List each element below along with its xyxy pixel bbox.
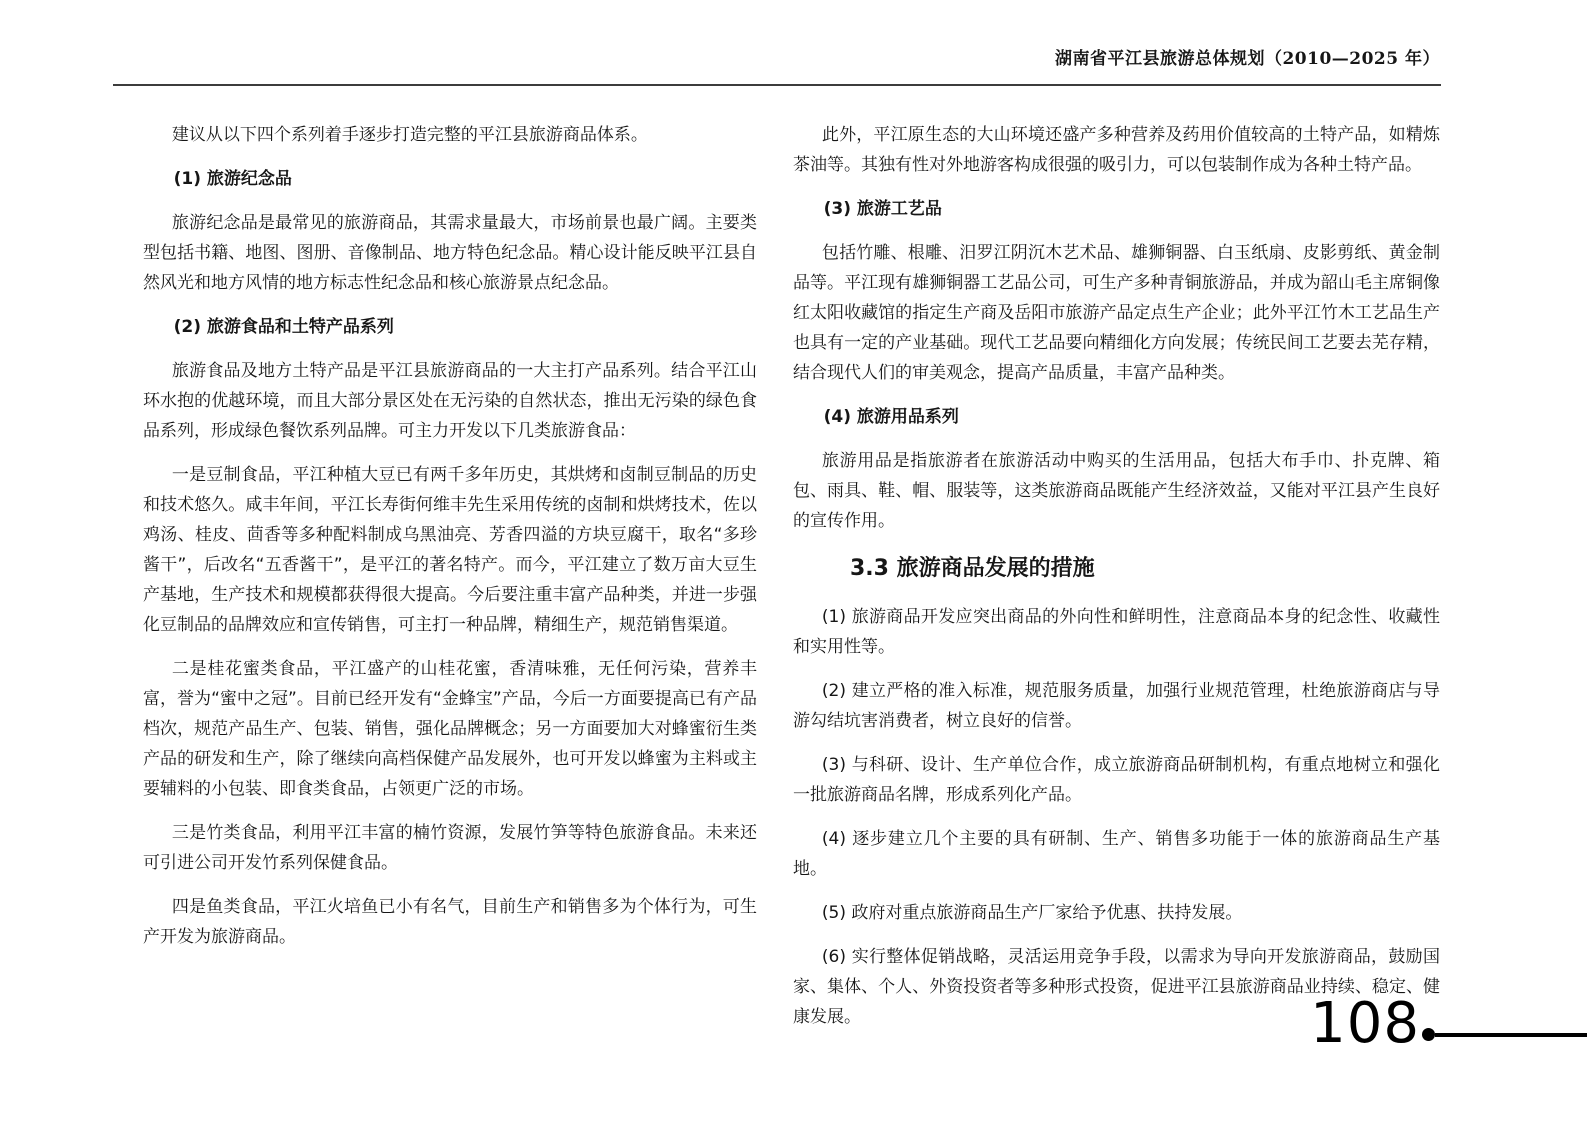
right-column bbox=[793, 120, 1440, 1032]
header-title: 湖南省平江县旅游总体规划（2010—2025 年） bbox=[1054, 49, 1440, 69]
measure-item-3: (3) 与科研、设计、生产单位合作，成立旅游商品研制机构，有重点地树立和强化一批旅游商品名牌，形成系列化产品。 bbox=[793, 755, 1440, 805]
measure-item-6: (6) 实行整体促销战略，灵活运用竞争手段，以需求为导向开发旅游商品，鼓励国家、集体、个人、外资投资者等多种形式投资，促进平江县旅游商品业持续、稳定、健康发展。 bbox=[793, 947, 1440, 1027]
heading-food-specialty: (2) 旅游食品和土特产品系列 bbox=[173, 317, 394, 337]
page-number: 108 bbox=[1310, 991, 1420, 1056]
left-column bbox=[143, 120, 757, 1032]
paragraph-souvenirs: 旅游纪念品是最常见的旅游商品，其需求量最大，市场前景也最广阔。主要类型包括书籍、地图、图册、音像制品、地方特色纪念品。精心设计能反映平江县自然风光和地方风情的地方标志性纪念品和核心旅游景点纪念品。 bbox=[143, 213, 757, 293]
intro-paragraph: 建议从以下四个系列着手逐步打造完整的平江县旅游商品体系。 bbox=[171, 125, 648, 145]
measure-item-2: (2) 建立严格的准入标准，规范服务质量，加强行业规范管理，杜绝旅游商店与导游勾结坑害消费者，树立良好的信誉。 bbox=[793, 681, 1440, 731]
paragraph-osmanthus-honey: 二是桂花蜜类食品，平江盛产的山桂花蜜，香清味雅，无任何污染，营养丰富，誉为“蜜中之冠”。目前已经开发有“金蜂宝”产品，今后一方面要提高已有产品档次，规范产品生产、包装、销售，强化品牌概念；另一方面要加大对蜂蜜衍生类产品的研发和生产，除了继续向高档保健产品发展外，也可开发以蜂蜜为主料或主要辅料的小包装、即食类食品，占领更广泛的市场。 bbox=[143, 659, 757, 799]
page-number-rule bbox=[1435, 1033, 1587, 1037]
paragraph-crafts: 包括竹雕、根雕、汨罗江阴沉木艺术品、雄狮铜器、白玉纸扇、皮影剪纸、黄金制品等。平江现有雄狮铜器工艺品公司，可生产多种青铜旅游品，并成为韶山毛主席铜像红太阳收藏馆的指定生产商及岳阳市旅游产品定点生产企业；此外平江竹木工艺品生产也具有一定的产业基础。现代工艺品要向精细化方向发展；传统民间工艺要去芜存精，结合现代人们的审美观念，提高产品质量，丰富产品种类。 bbox=[793, 243, 1440, 383]
paragraph-fish-food: 四是鱼类食品，平江火培鱼已小有名气，目前生产和销售多为个体行为，可生产开发为旅游商品。 bbox=[143, 897, 757, 947]
paragraph-travel-goods: 旅游用品是指旅游者在旅游活动中购买的生活用品，包括大布手巾、扑克牌、箱包、雨具、鞋、帽、服装等，这类旅游商品既能产生经济效益，又能对平江县产生良好的宣传作用。 bbox=[793, 451, 1440, 531]
heading-souvenirs: (1) 旅游纪念品 bbox=[173, 169, 292, 189]
heading-travel-goods: (4) 旅游用品系列 bbox=[823, 407, 959, 427]
heading-crafts: (3) 旅游工艺品 bbox=[823, 199, 942, 219]
paragraph-specialty-extra: 此外，平江原生态的大山环境还盛产多种营养及药用价值较高的土特产品，如精炼茶油等。其独有性对外地游客构成很强的吸引力，可以包装制作成为各种土特产品。 bbox=[793, 125, 1440, 175]
paragraph-bamboo-food: 三是竹类食品，利用平江丰富的楠竹资源，发展竹笋等特色旅游食品。未来还可引进公司开发竹系列保健食品。 bbox=[143, 823, 757, 873]
measure-item-4: (4) 逐步建立几个主要的具有研制、生产、销售多功能于一体的旅游商品生产基地。 bbox=[793, 829, 1440, 879]
page-number-dot-icon bbox=[1422, 1028, 1435, 1041]
measure-item-1: (1) 旅游商品开发应突出商品的外向性和鲜明性，注意商品本身的纪念性、收藏性和实用性等。 bbox=[793, 607, 1440, 657]
measure-item-5: (5) 政府对重点旅游商品生产厂家给予优惠、扶持发展。 bbox=[821, 903, 1243, 923]
paragraph-soy-products: 一是豆制食品，平江种植大豆已有两千多年历史，其烘烤和卤制豆制品的历史和技术悠久。咸丰年间，平江长寿街何维丰先生采用传统的卤制和烘烤技术，佐以鸡汤、桂皮、茴香等多种配料制成乌黑油亮、芳香四溢的方块豆腐干，取名“多珍酱干”，后改名“五香酱干”，是平江的著名特产。而今，平江建立了数万亩大豆生产基地，生产技术和规模都获得很大提高。今后要注重丰富产品种类，并进一步强化豆制品的品牌效应和宣传销售，可主打一种品牌，精细生产，规范销售渠道。 bbox=[143, 465, 757, 635]
page-number-group bbox=[1310, 991, 1587, 1056]
section-heading-3-3: 3.3 旅游商品发展的措施 bbox=[850, 556, 1095, 581]
header-rule bbox=[113, 84, 1441, 86]
two-column-body bbox=[143, 120, 1440, 1032]
paragraph-food-overview: 旅游食品及地方土特产品是平江县旅游商品的一大主打产品系列。结合平江山环水抱的优越环境，而且大部分景区处在无污染的自然状态，推出无污染的绿色食品系列，形成绿色餐饮系列品牌。可主力开发以下几类旅游食品： bbox=[143, 361, 757, 441]
